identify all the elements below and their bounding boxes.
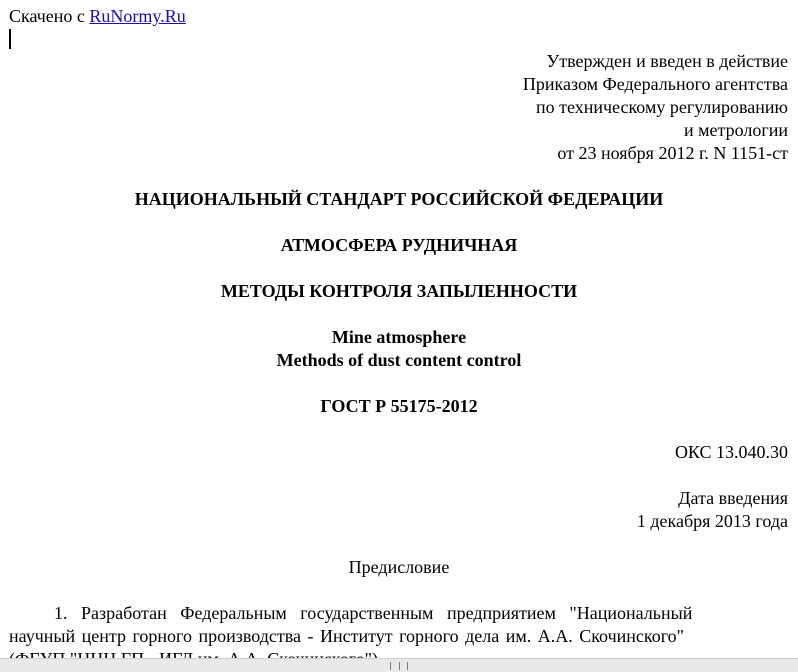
oks-code: ОКС 13.040.30 [674,442,788,462]
approval-line: Приказом Федерального агентства [522,74,788,94]
approval-line: Утвержден и введен в действие [546,51,788,71]
gost-number: ГОСТ Р 55175-2012 [320,396,478,416]
english-subtitle: Methods of dust content control [276,350,522,370]
scrollbar-grip-icon[interactable] [390,662,408,670]
standard-heading: НАЦИОНАЛЬНЫЙ СТАНДАРТ РОССИЙСКОЙ ФЕДЕРАЦИИ [134,189,664,209]
english-title: Mine atmosphere [331,327,467,347]
approval-line: по техническому регулированию [535,97,788,117]
intro-date-label: Дата введения [678,488,788,508]
source-line [9,5,186,28]
document-subtitle: МЕТОДЫ КОНТРОЛЯ ЗАПЫЛЕННОСТИ [220,281,578,301]
paragraph-1-line-2: научный центр горного производства - Институт горного дела им. А.А. Скочинского" [9,626,685,646]
horizontal-scrollbar[interactable] [0,658,798,672]
source-prefix: Скачено с [9,6,90,26]
document-title: АТМОСФЕРА РУДНИЧНАЯ [280,235,518,255]
intro-date-value: 1 декабря 2013 года [636,511,788,531]
approval-line: от 23 ноября 2012 г. N 1151-ст [557,143,788,163]
approval-line: и метрологии [684,120,788,140]
paragraph-1-line-1: 1. Разработан Федеральным государственным предприятием "Национальный [54,603,693,623]
text-cursor [9,29,11,49]
approval-block [523,50,788,165]
preface-heading: Предисловие [348,557,450,577]
source-link[interactable]: RuNormy.Ru [89,6,186,26]
